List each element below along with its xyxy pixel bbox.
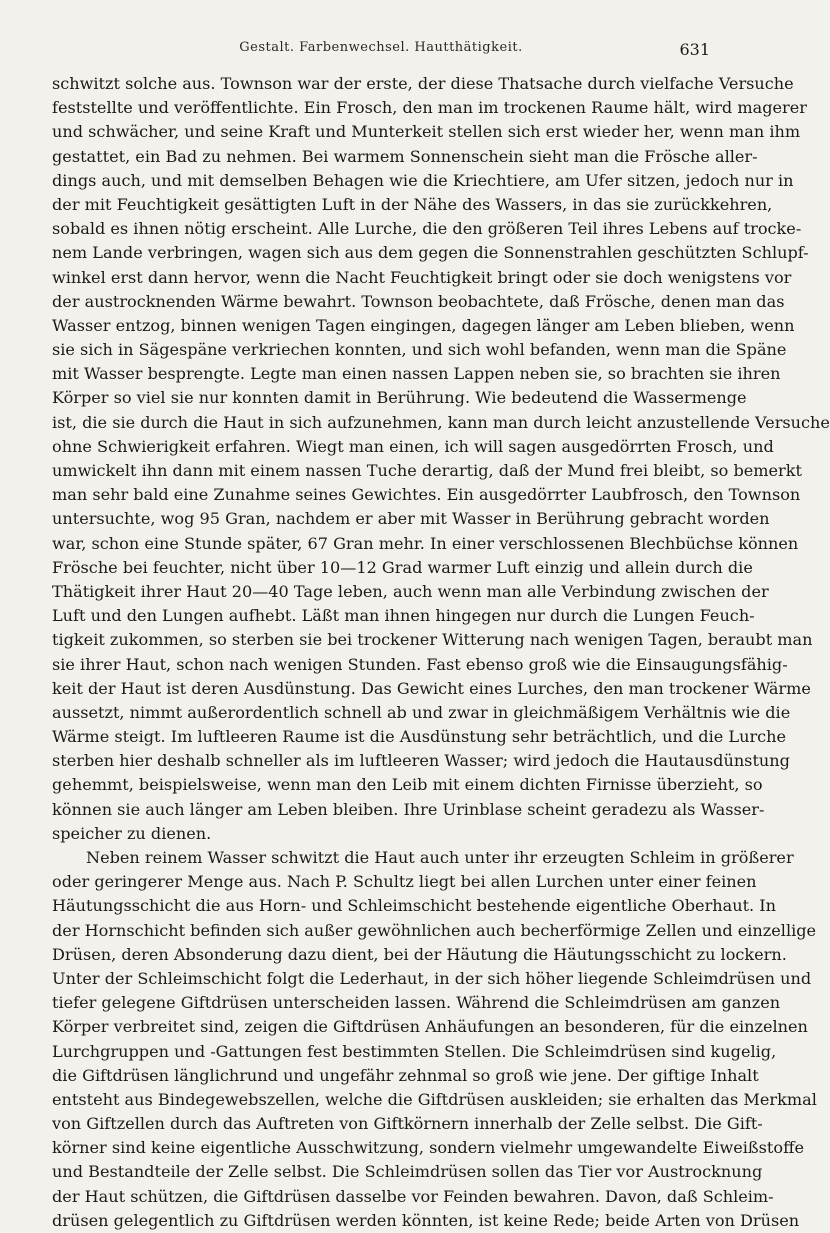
text-line: Thätigkeit ihrer Haut 20—40 Tage leben, auch wenn man alle Verbindung zwischen der: [52, 581, 769, 601]
text-line: der Hornschicht befinden sich außer gewöhnlichen auch becherförmige Zellen und einzellige: [52, 920, 817, 940]
body-text: [52, 72, 830, 1233]
text-line: Lurchgruppen und -Gattungen fest bestimmten Stellen. Die Schleimdrüsen sind kugelig,: [52, 1041, 777, 1061]
text-line: oder geringerer Menge aus. Nach P. Schultz liegt bei allen Lurchen unter einer feinen: [52, 872, 757, 892]
text-line: schwitzt solche aus. Townson war der erste, der diese Thatsache durch vielfache Versuche: [52, 74, 794, 93]
text-line: Neben reinem Wasser schwitzt die Haut auch unter ihr erzeugten Schleim in größerer: [86, 848, 794, 867]
running-head: Gestalt. Farbenwechsel. Hautthätigkeit.: [239, 40, 523, 55]
text-line: sterben hier deshalb schneller als im luftleeren Wasser; wird jedoch die Hautausdünstung: [52, 751, 790, 771]
text-line: winkel erst dann hervor, wenn die Nacht Feuchtigkeit bringt oder sie doch wenigstens vor: [52, 267, 792, 287]
text-line: ohne Schwierigkeit erfahren. Wiegt man einen, ich will sagen ausgedörrten Frosch, und: [52, 436, 774, 456]
text-line: die Giftdrüsen länglichrund und ungefähr zehnmal so groß wie jene. Der giftige Inhalt: [52, 1065, 759, 1085]
text-line: man sehr bald eine Zunahme seines Gewichtes. Ein ausgedörrter Laubfrosch, den Townson: [52, 485, 801, 505]
text-line: sie sich in Sägespäne verkriechen konnten, und sich wohl befanden, wenn man die Späne: [52, 340, 787, 360]
text-line: Körper so viel sie nur konnten damit in Berührung. Wie bedeutend die Wassermenge: [52, 388, 747, 408]
text-line: drüsen gelegentlich zu Giftdrüsen werden könnten, ist keine Rede; beide Arten von Drüsen: [52, 1210, 800, 1230]
text-line: aussetzt, nimmt außerordentlich schnell ab und zwar in gleichmäßigem Verhältnis wie die: [52, 702, 791, 722]
text-line: gestattet, ein Bad zu nehmen. Bei warmem Sonnenschein sieht man die Frösche aller-: [52, 146, 758, 166]
text-line: sobald es ihnen nötig erscheint. Alle Lurche, die den größeren Teil ihres Lebens auf trocke-: [52, 219, 802, 239]
text-line: dings auch, und mit demselben Behagen wie die Kriechtiere, am Ufer sitzen, jedoch nur in: [52, 170, 794, 190]
text-line: tiefer gelegene Giftdrüsen unterscheiden lassen. Während die Schleimdrüsen am ganzen: [52, 993, 781, 1013]
text-line: gehemmt, beispielsweise, wenn man den Leib mit einem dichten Firnisse überzieht, so: [52, 775, 763, 795]
text-line: Drüsen, deren Absonderung dazu dient, bei der Häutung die Häutungsschicht zu lockern.: [52, 944, 787, 964]
text-line: nem Lande verbringen, wagen sich aus dem gegen die Sonnenstrahlen geschützten Schlupf-: [52, 243, 809, 263]
text-line: von Giftzellen durch das Auftreten von Giftkörnern innerhalb der Zelle selbst. Die Gift-: [52, 1114, 763, 1134]
text-line: Frösche bei feuchter, nicht über 10—12 Grad warmer Luft einzig und allein durch die: [52, 557, 753, 577]
text-line: der mit Feuchtigkeit gesättigten Luft in der Nähe des Wassers, in das sie zurückkehren,: [52, 194, 773, 214]
text-line: ist, die sie durch die Haut in sich aufzunehmen, kann man durch leicht anzustellende Versuche: [52, 412, 830, 432]
paragraph-2: [52, 846, 817, 1233]
text-line: entsteht aus Bindegewebszellen, welche die Giftdrüsen auskleiden; sie erhalten das Merkmal: [52, 1089, 817, 1109]
text-line: der Haut schützen, die Giftdrüsen dasselbe vor Feinden bewahren. Davon, daß Schleim-: [52, 1186, 774, 1206]
text-line: untersuchte, wog 95 Gran, nachdem er aber mit Wasser in Berührung gebracht worden: [52, 509, 770, 529]
text-line: mit Wasser besprengte. Legte man einen nassen Lappen neben sie, so brachten sie ihren: [52, 364, 781, 384]
text-line: können sie auch länger am Leben bleiben. Ihre Urinblase scheint geradezu als Wasser-: [52, 799, 765, 819]
text-line: speicher zu dienen.: [52, 823, 212, 843]
text-line: und schwächer, und seine Kraft und Munterkeit stellen sich erst wieder her, wenn man ihm: [52, 122, 801, 142]
text-line: Wärme steigt. Im luftleeren Raume ist die Ausdünstung sehr beträchtlich, und die Lurche: [52, 727, 787, 747]
text-line: und Bestandteile der Zelle selbst. Die Schleimdrüsen sollen das Tier vor Austrocknung: [52, 1162, 763, 1182]
text-line: umwickelt ihn dann mit einem nassen Tuche derartig, daß der Mund frei bleibt, so bemerkt: [52, 461, 802, 480]
text-line: körner sind keine eigentliche Ausschwitzung, sondern vielmehr umgewandelte Eiweißstoffe: [52, 1138, 805, 1158]
text-line: Wasser entzog, binnen wenigen Tagen eingingen, dagegen länger am Leben blieben, wenn: [52, 315, 795, 335]
page-header: [52, 40, 710, 64]
paragraph-1: [52, 72, 830, 846]
text-line: sie ihrer Haut, schon nach wenigen Stunden. Fast ebenso groß wie die Einsaugungsfähig-: [52, 654, 788, 674]
text-line: tigkeit zukommen, so sterben sie bei trockener Witterung nach wenigen Tagen, beraubt man: [52, 630, 813, 650]
text-line: war, schon eine Stunde später, 67 Gran mehr. In einer verschlossenen Blechbüchse können: [52, 533, 799, 553]
text-line: der austrocknenden Wärme bewahrt. Townson beobachtete, daß Frösche, denen man das: [52, 291, 785, 311]
page-number: 631: [679, 40, 710, 59]
text-line: Unter der Schleimschicht folgt die Lederhaut, in der sich höher liegende Schleimdrüsen und: [52, 968, 812, 988]
text-line: Körper verbreitet sind, zeigen die Giftdrüsen Anhäufungen an besonderen, für die einzelnen: [52, 1017, 808, 1037]
text-line: Luft und den Lungen aufhebt. Läßt man ihnen hingegen nur durch die Lungen Feuch-: [52, 606, 755, 626]
text-line: keit der Haut ist deren Ausdünstung. Das Gewicht eines Lurches, den man trockener Wärme: [52, 678, 811, 698]
text-line: feststellte und veröffentlichte. Ein Frosch, den man im trockenen Raume hält, wird magerer: [52, 98, 807, 118]
text-line: Häutungsschicht die aus Horn- und Schleimschicht bestehende eigentliche Oberhaut. In: [52, 896, 777, 916]
